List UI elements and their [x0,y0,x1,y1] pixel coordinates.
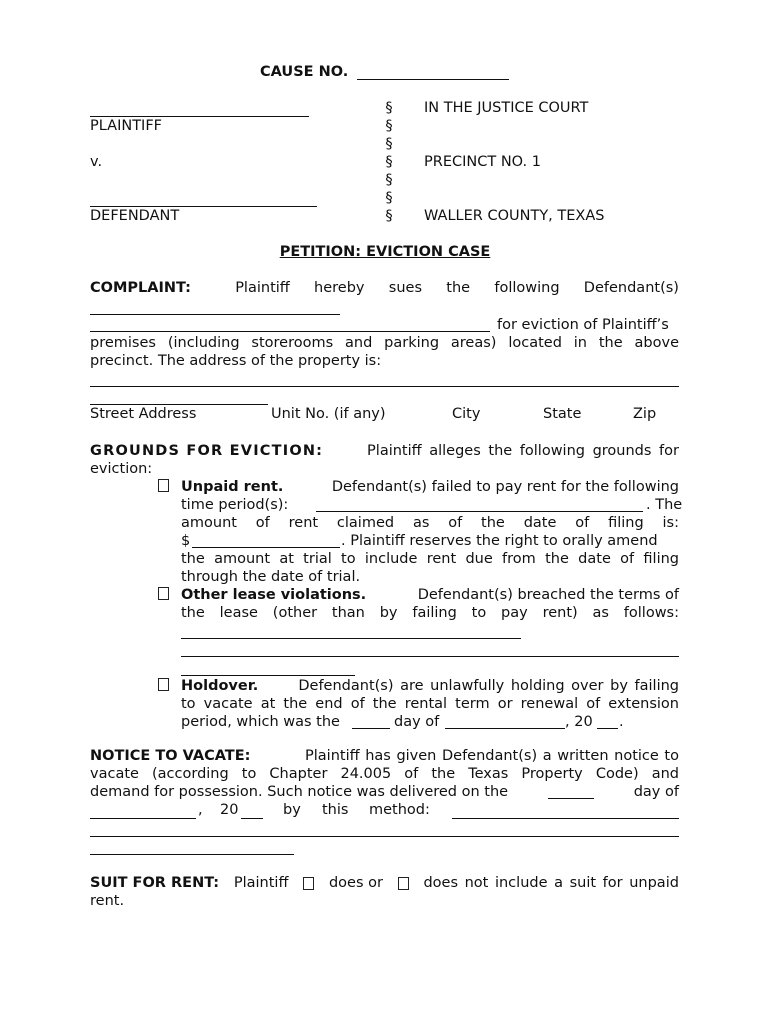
complaint-word: Defendant(s) [583,280,679,296]
unpaid-text-2b: . The [646,497,683,513]
unpaid-text-6: through the date of trial. [181,569,361,585]
violation-details-field[interactable] [181,638,521,639]
unit-number-label: Unit No. (if any) [271,406,386,422]
holdover-title: Holdover. [181,678,259,694]
violation-details-field-3[interactable] [181,675,355,676]
notice-month-field[interactable] [90,818,196,819]
complaint-word: the [446,280,471,296]
suit-plaintiff: Plaintiff [233,875,289,891]
rent-amount-field[interactable] [192,547,340,548]
holdover-line-1 [181,677,679,695]
suit-label: SUIT FOR RENT: [90,875,220,891]
suit-line-1 [90,874,679,892]
holdover-day-field[interactable] [352,728,390,729]
complaint-word: hereby [314,280,365,296]
grounds-label: GROUNDS FOR EVICTION: [90,443,324,459]
holdover-text-3d: . [619,714,624,730]
notice-method-field-2[interactable] [90,836,679,837]
unpaid-line-1 [181,478,679,496]
defendant-label: DEFENDANT [90,208,180,224]
street-address-label: Street Address [90,406,197,422]
court-name: IN THE JUSTICE COURT [424,100,589,116]
section-mark: § [385,208,393,224]
notice-method-field[interactable] [452,818,679,819]
grounds-line-1 [90,442,679,460]
grounds-intro: Plaintiff alleges the following grounds for [367,443,679,459]
grounds-intro-2: eviction: [90,461,153,477]
suit-excludes-checkbox[interactable] [398,877,409,890]
holdover-text: Defendant(s) are unlawfully holding over by failing [298,678,679,694]
notice-text-3b: day of [633,784,679,800]
checkbox-icon [158,479,169,492]
section-mark: § [385,118,393,134]
notice-line-1 [90,747,679,765]
notice-year-prefix: 20 [220,802,239,818]
suit-includes-checkbox[interactable] [303,877,314,890]
holdover-month-field[interactable] [445,728,565,729]
unpaid-rent-title: Unpaid rent. [181,479,284,495]
unpaid-rent-checkbox[interactable] [158,478,169,496]
notice-this: this [322,802,349,818]
notice-line-3 [90,783,679,801]
checkbox-icon [158,587,169,600]
holdover-text-3a: period, which was the [181,714,340,730]
section-mark: § [385,172,393,188]
cause-number-field[interactable] [357,79,509,80]
unpaid-rent-text: Defendant(s) failed to pay rent for the following [331,479,679,495]
suit-text-2: rent. [90,893,125,909]
checkbox-icon [158,678,169,691]
holdover-checkbox[interactable] [158,677,169,695]
unpaid-text-2: time period(s): [181,497,289,513]
city-label: City [452,406,481,422]
notice-day-field[interactable] [548,783,594,799]
other-line-1 [181,586,679,604]
lease-violation-checkbox[interactable] [158,586,169,604]
county-name: WALLER COUNTY, TEXAS [424,208,605,224]
other-text-2: the lease (other than by failing to pay rent) as follows: [181,605,679,621]
state-label: State [543,406,582,422]
notice-by: by [283,802,301,818]
complaint-word: sues [388,280,423,296]
unpaid-text-4: . Plaintiff reserves the right to orally amend [341,533,658,549]
section-mark: § [385,136,393,152]
eviction-text: for eviction of Plaintiff’s [497,317,669,333]
holdover-year-field[interactable] [597,728,618,729]
complaint-word: following [494,280,560,296]
complaint-line-1 [90,279,679,297]
suit-option-1: does or [328,875,383,891]
section-mark: § [385,100,393,116]
dollar-sign: $ [181,533,191,549]
holdover-text-3b: day of [394,714,440,730]
page-title: PETITION: EVICTION CASE [279,244,491,260]
suit-option-2: does not include a suit for unpaid [423,875,679,891]
notice-method-field-3[interactable] [90,854,294,855]
versus-label: v. [90,154,103,170]
plaintiff-label: PLAINTIFF [90,118,163,134]
violation-details-field-2[interactable] [181,656,679,657]
section-mark: § [385,190,393,206]
notice-method: method: [369,802,430,818]
complaint-word: Plaintiff [235,280,290,296]
holdover-text-2: to vacate at the end of the rental term or renewal of extension [181,696,679,712]
notice-text: Plaintiff has given Defendant(s) a written notice to [305,748,679,764]
zip-label: Zip [633,406,657,422]
notice-text-3a: demand for possession. Such notice was delivered on the [90,784,509,800]
other-violations-text: Defendant(s) breached the terms of [417,587,679,603]
section-mark: § [385,154,393,170]
notice-comma: , [198,802,203,818]
unpaid-text-5: the amount at trial to include rent due from the date of filing [181,551,679,567]
notice-label: NOTICE TO VACATE: [90,748,251,764]
complaint-line-4: precinct. The address of the property is: [90,353,382,369]
complaint-label: COMPLAINT: [90,280,191,296]
defendant-names-field-2[interactable] [90,331,490,332]
notice-text-2: vacate (according to Chapter 24.005 of the Texas Property Code) and [90,766,679,782]
defendant-names-field[interactable] [90,314,340,315]
notice-year-field[interactable] [241,818,263,819]
cause-number-label: CAUSE NO. [260,64,349,80]
holdover-text-3c: , 20 [565,714,593,730]
time-period-field[interactable] [316,511,643,512]
unpaid-text-3: amount of rent claimed as of the date of filing is: [181,515,679,531]
property-address-field[interactable] [90,386,679,387]
precinct-number: PRECINCT NO. 1 [424,154,541,170]
complaint-line-3: premises (including storerooms and parking areas) located in the above [90,335,679,351]
other-violations-title: Other lease violations. [181,587,367,603]
